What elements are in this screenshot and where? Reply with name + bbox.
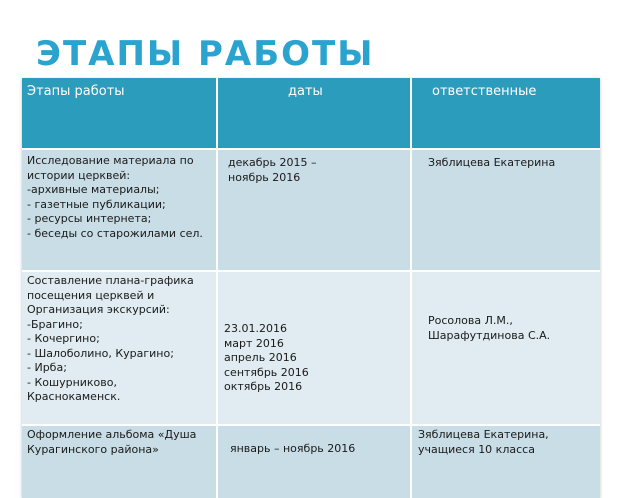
header-dates: даты — [218, 78, 410, 148]
table-row-2-responsible: Росолова Л.М., Шарафутдинова С.А. — [412, 272, 600, 424]
header-stages: Этапы работы — [22, 78, 216, 148]
table-row-1-responsible: Зяблицева Екатерина — [412, 150, 600, 270]
table-row-3-stage: Оформление альбома «Душа Курагинского района» — [22, 426, 216, 498]
page-title: ЭТАПЫ РАБОТЫ — [36, 34, 375, 74]
table-row-2-dates: 23.01.2016 март 2016 апрель 2016 сентябрь 2016 октябрь 2016 — [218, 272, 410, 424]
work-stages-table — [22, 78, 600, 498]
table-row-3-responsible: Зяблицева Екатерина, учащиеся 10 класса — [412, 426, 600, 498]
table-row-2-stage: Составление плана-графика посещения церквей и Организация экскурсий: -Брагино; - Кочергино; - Шалоболино, Курагино; - Ирба; - Кошурниково, Краснокаменск. — [22, 272, 216, 424]
table-row-1-dates: декабрь 2015 – ноябрь 2016 — [218, 150, 410, 270]
table-row-3-dates: январь – ноябрь 2016 — [218, 426, 410, 498]
table-row-1-stage: Исследование материала по истории церквей: -архивные материалы; - газетные публикации; - ресурсы интернета; - беседы со старожилами сел. — [22, 150, 216, 270]
header-responsible: ответственные — [412, 78, 600, 148]
